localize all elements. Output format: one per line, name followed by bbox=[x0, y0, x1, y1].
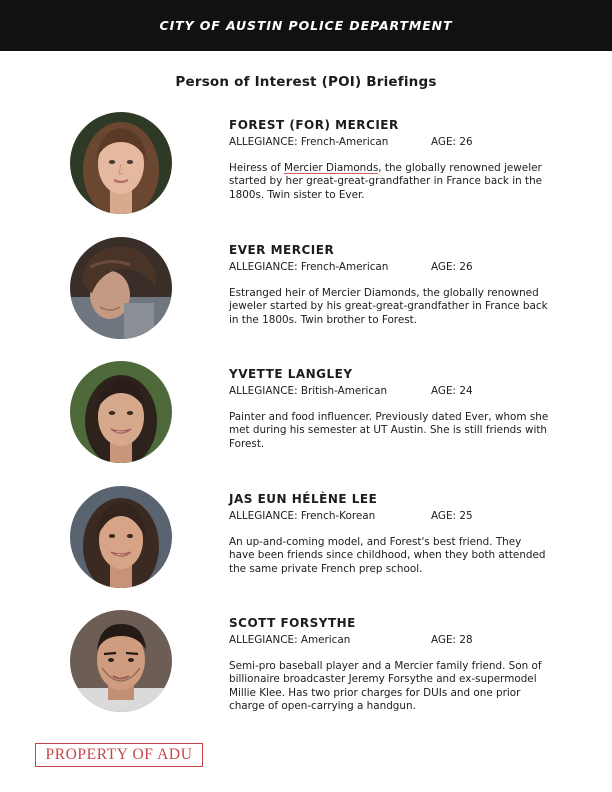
poi-name: SCOTT FORSYTHE bbox=[229, 616, 356, 630]
poi-name: YVETTE LANGLEY bbox=[229, 367, 353, 381]
portrait-forest-mercier bbox=[70, 112, 172, 214]
poi-age: AGE: 26 bbox=[431, 261, 473, 273]
poi-info bbox=[229, 118, 559, 202]
portrait-jas-eun-helene-lee bbox=[70, 486, 172, 588]
header-title: CITY OF AUSTIN POLICE DEPARTMENT bbox=[159, 18, 453, 33]
poi-age: AGE: 26 bbox=[431, 136, 473, 148]
poi-bio bbox=[229, 162, 549, 202]
poi-info bbox=[229, 243, 559, 327]
portrait-ever-mercier bbox=[70, 237, 172, 339]
poi-bio-text: , the globally renowned jeweler started by her great-great-grandfather in France back in the 1800s. Twin sister to Ever. bbox=[229, 162, 543, 201]
poi-name: JAS EUN HÉLÈNE LEE bbox=[229, 492, 378, 506]
poi-meta bbox=[229, 509, 559, 523]
portrait-yvette-langley bbox=[70, 361, 172, 463]
poi-allegiance: ALLEGIANCE: French-American bbox=[229, 136, 389, 148]
poi-allegiance: ALLEGIANCE: French-Korean bbox=[229, 510, 376, 522]
poi-age: AGE: 28 bbox=[431, 634, 473, 646]
poi-age: AGE: 24 bbox=[431, 385, 473, 397]
poi-meta bbox=[229, 384, 559, 398]
poi-info bbox=[229, 492, 559, 576]
poi-meta bbox=[229, 260, 559, 274]
header-bar bbox=[0, 0, 612, 51]
document-title: Person of Interest (POI) Briefings bbox=[175, 74, 437, 90]
poi-name: FOREST (FOR) MERCIER bbox=[229, 118, 399, 132]
poi-allegiance: ALLEGIANCE: French-American bbox=[229, 261, 389, 273]
poi-bio: Semi-pro baseball player and a Mercier family friend. Son of billionaire broadcaster Jeremy Forsythe and ex-supermodel Millie Klee. Has two prior charges for DUIs and one prior charge of open-carrying a handgun. bbox=[229, 660, 542, 713]
poi-name: EVER MERCIER bbox=[229, 243, 335, 257]
poi-card-scott-forsythe bbox=[0, 610, 612, 730]
poi-meta bbox=[229, 135, 559, 149]
poi-age: AGE: 25 bbox=[431, 510, 473, 522]
poi-bio: An up-and-coming model, and Forest's best friend. They have been friends since childhood, when they both attended the same private French prep school. bbox=[229, 536, 546, 575]
poi-info bbox=[229, 616, 559, 714]
poi-info bbox=[229, 367, 559, 451]
poi-allegiance: ALLEGIANCE: American bbox=[229, 634, 351, 646]
property-stamp: PROPERTY OF ADU bbox=[35, 743, 203, 767]
poi-bio-text: Heiress of bbox=[229, 162, 284, 174]
poi-meta bbox=[229, 633, 559, 647]
portrait-scott-forsythe bbox=[70, 610, 172, 712]
poi-card-forest-mercier bbox=[0, 112, 612, 232]
poi-bio: Painter and food influencer. Previously dated Ever, whom she met during his semester at UT Austin. She is still friends with Forest. bbox=[229, 411, 549, 450]
poi-card-yvette-langley bbox=[0, 361, 612, 481]
poi-allegiance: ALLEGIANCE: British-American bbox=[229, 385, 388, 397]
poi-bio: Estranged heir of Mercier Diamonds, the globally renowned jeweler started by his great-great-grandfather in France back in the 1800s. Twin brother to Forest. bbox=[229, 287, 548, 326]
mercier-diamonds-link[interactable]: Mercier Diamonds bbox=[283, 162, 379, 174]
poi-card-ever-mercier bbox=[0, 237, 612, 357]
poi-card-jas-eun-helene-lee bbox=[0, 486, 612, 606]
